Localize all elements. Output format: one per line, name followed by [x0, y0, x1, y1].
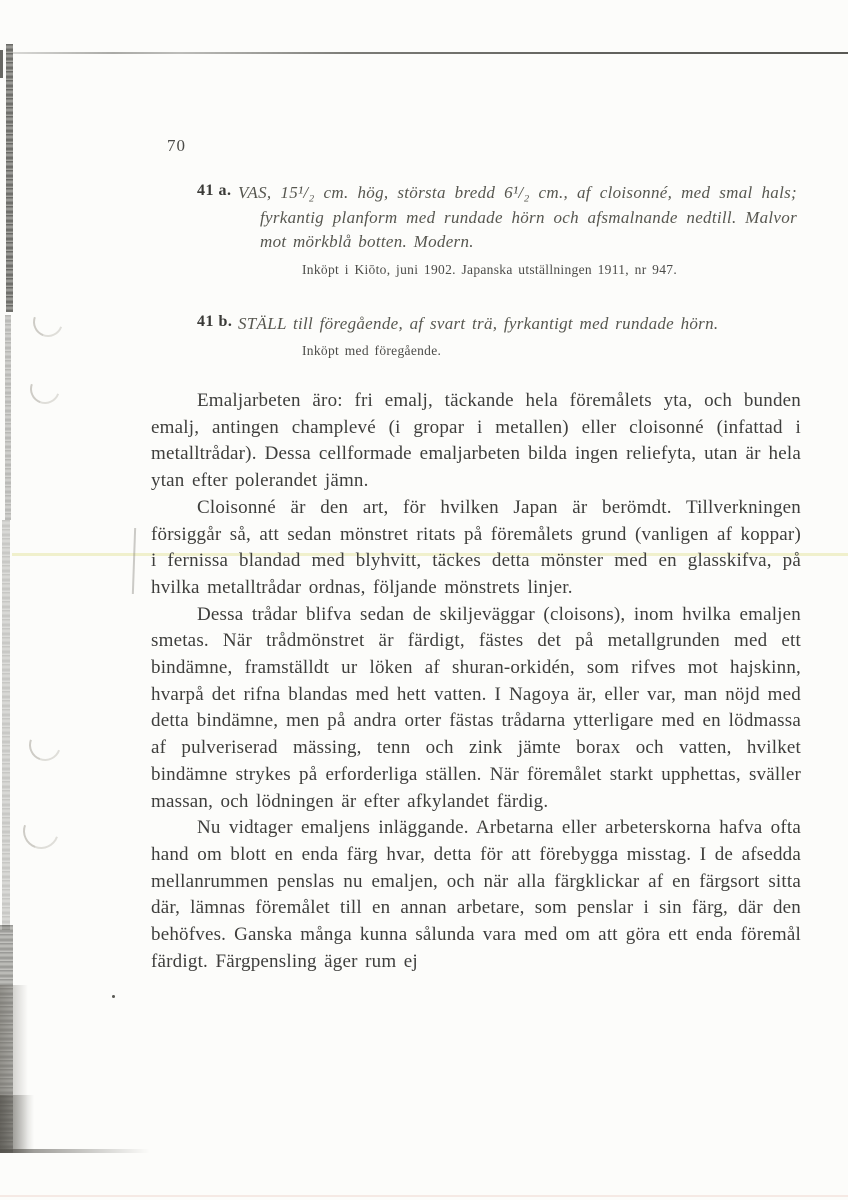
- paragraph-inlaggande: Nu vidtager emaljens inläggande. Arbetarna eller arbeterskorna hafva ofta hand om blott en enda färg hvar, detta för att förebygga misstag. I de afsedda mellanrummen penslas nu emaljen, och när alla färgklickar af en färgsort sitta där, lämnas föremålet till en annan arbetare, som penslar i sin färg, där den behöfves. Ganska många kunna sålunda vara med om att göra ett enda föremål färdigt. Färgpensling äger rum ej: [151, 817, 801, 972]
- top-rule-line: [13, 52, 848, 54]
- binding-edge-mark: [2, 520, 10, 930]
- emboss-ring-mark: [28, 302, 68, 342]
- entry-41b-provenance: Inköpt med föregående.: [302, 343, 442, 358]
- catalogue-entry-41b: [197, 312, 797, 337]
- entry-41b-label: 41 b.: [197, 313, 233, 330]
- bottom-smudge-mark: [0, 1149, 150, 1153]
- entry-41a-description: VAS, 15¹/₂ cm. hög, största bredd 6¹/₂ cm., af cloisonné, med smal hals; fyrkantig planform med rundade hörn och afsmalnande nedtill. Malvor mot mörkblå botten. Modern.: [238, 183, 797, 251]
- ink-dot: [112, 995, 115, 998]
- body-text: [151, 388, 801, 975]
- scratch-mark: [132, 528, 136, 594]
- page-shadow: [0, 985, 28, 1153]
- emboss-ring-mark: [17, 807, 65, 855]
- catalogue-entry-41a: [197, 181, 797, 255]
- paragraph-tradar: Dessa trådar blifva sedan de skiljeväggar (cloisons), inom hvilka emaljen smetas. När trådmönstret är färdigt, fästes det på metallgrunden med ett bindämne, framställdt ur löken af shuran-orkidén, som rifves mot hajskinn, hvarpå det rifna blandas med hett vatten. I Nagoya är, eller var, man nöjd med detta bindämne, men på andra orter fästas trådarna ytterligare med en lödmassa af pulveriserad mässing, tenn och zink jämte borax och vatten, hvilket bindämne strykes på erforderliga ställen. När föremålet starkt upphettas, sväller massan, och lödningen är efter afkylandet färdig.: [151, 603, 801, 812]
- entry-41b-description: STÄLL till föregående, af svart trä, fyrkantigt med rundade hörn.: [238, 314, 719, 333]
- binding-edge-mark: [5, 315, 11, 520]
- paragraph-cloisonne: Cloisonné är den art, för hvilken Japan är berömdt. Tillverkningen försiggår så, att sedan mönstret ritats på föremålets grund (vanligen af koppar) i fernissa blandad med blyhvitt, täckes detta mönster med en glasskifva, på hvilka metalltrådar ordnas, följande mönstrets linjer.: [151, 496, 801, 598]
- page-shadow-corner: [0, 1095, 34, 1153]
- page-number: 70: [167, 136, 186, 155]
- entry-41a-label: 41 a.: [197, 182, 232, 199]
- binding-edge-mark: [0, 925, 13, 1153]
- emboss-ring-mark: [25, 369, 65, 409]
- pink-scan-streak: [0, 1195, 848, 1197]
- entry-41a-provenance: Inköpt i Kiōto, juni 1902. Japanska utställningen 1911, nr 947.: [302, 262, 677, 277]
- top-left-tick-mark: [0, 50, 3, 78]
- emboss-ring-mark: [24, 724, 67, 767]
- binding-edge-mark: [6, 44, 13, 312]
- paragraph-emaljarbeten: Emaljarbeten äro: fri emalj, täckande hela föremålets yta, och bunden emalj, antingen champlevé (i gropar i metallen) eller cloisonné (infattad i metalltrådar). Dessa cellformade emaljarbeten bilda ingen reliefyta, utan är hela ytan efter polerandet jämn.: [151, 390, 801, 492]
